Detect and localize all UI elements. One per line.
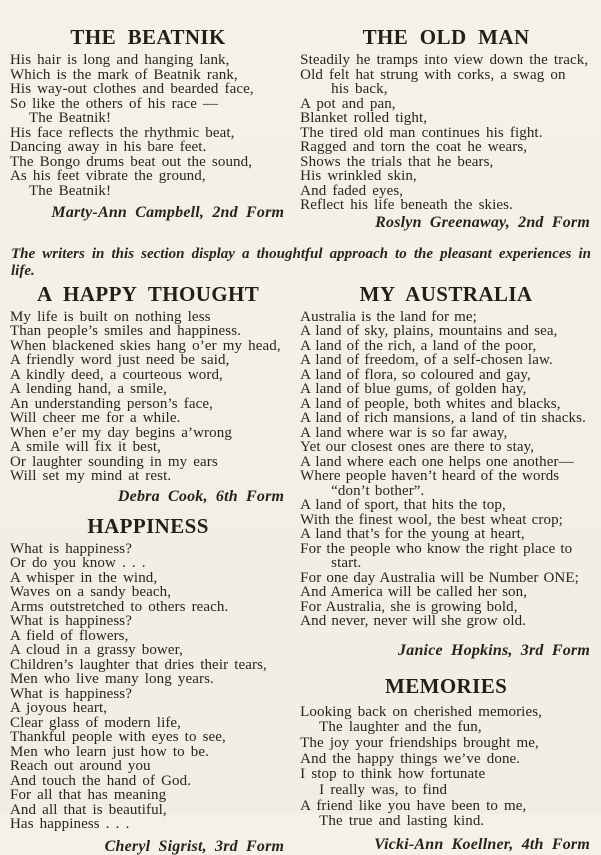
poem-line: Children’s laughter that dries their tears, [10, 656, 267, 673]
poem-line: Than people’s smiles and happiness. [10, 323, 242, 339]
poem-line: A friendly word just need be said, [10, 352, 230, 368]
poem-body [300, 310, 592, 629]
poem-line: Thankful people with eyes to see, [10, 729, 226, 745]
poem-line: A land of freedom, of a self-chosen law. [300, 352, 553, 368]
right-column [295, 282, 592, 855]
poem-attribution: Janice Hopkins, 3rd Form [398, 641, 590, 659]
poem-line: Clear glass of modern life, [10, 714, 182, 731]
poem-line: And America will be called her son, [300, 584, 528, 600]
poem-body [300, 705, 592, 831]
poem-line: And faded eyes, [300, 182, 404, 199]
poem-line: A land where war is so far away, [300, 424, 508, 441]
poem-my-australia [300, 283, 592, 659]
poem-title: THE BEATNIK [70, 25, 226, 49]
poem-line: The tired old man continues his fight. [300, 124, 543, 141]
poem-line: A pot and pan, [300, 95, 396, 112]
poem-line: An understanding person’s face, [10, 395, 213, 412]
poem-title: HAPPINESS [87, 513, 209, 538]
poem-line: A land of people, both whites and blacks, [300, 395, 561, 412]
poem-line: The Beatnik! [29, 110, 112, 126]
poem-line: Old felt hat strung with corks, a swag on [300, 66, 566, 83]
poem-line: Australia is the land for me; [300, 308, 477, 325]
poem-line: A land of sport, that hits the top, [300, 497, 506, 513]
poem-body [10, 542, 286, 832]
poem-line: his back, [331, 81, 388, 97]
poem-line: start. [331, 555, 362, 571]
poem-line: What is happiness? [10, 540, 133, 557]
poem-line: His way-out clothes and bearded face, [10, 81, 254, 97]
poem-line: A land of the rich, a land of the poor, [300, 337, 537, 354]
poem-line: As his feet vibrate the ground, [10, 168, 206, 184]
poem-line: Arms outstretched to others reach. [10, 598, 229, 615]
poem-line: And touch the hand of God. [10, 772, 192, 789]
bottom-poems-row [10, 282, 592, 855]
poem-attribution: Debra Cook, 6th Form [117, 487, 285, 505]
poem-line: Ragged and torn the coat he wears, [300, 139, 528, 155]
poem-line: A friend like you have been to me, [300, 797, 527, 814]
poem-line: Looking back on cherished memories, [300, 703, 542, 720]
poem-a-happy-thought [10, 283, 286, 505]
poem-line: Men who learn just how to be. [10, 743, 209, 760]
poem-line: A cloud in a grassy bower, [10, 642, 183, 658]
poem-title: A HAPPY THOUGHT [36, 281, 260, 306]
poem-line: A smile will fix it best, [10, 439, 161, 455]
poem-line: A whisper in the wind, [10, 569, 158, 586]
poem-the-beatnik [10, 10, 295, 231]
poem-line: His face reflects the rhythmic beat, [10, 124, 235, 141]
poem-line: And never, never will she grow old. [300, 613, 527, 629]
poem-line: For the people who know the right place to [300, 540, 573, 557]
poem-line: Blanket rolled tight, [300, 110, 428, 126]
poem-body [10, 310, 286, 484]
poem-line: For Australia, she is growing bold, [300, 598, 518, 615]
poem-line: A land of flora, so coloured and gay, [300, 366, 531, 383]
left-column [10, 282, 295, 855]
poem-line: For one day Australia will be Number ONE; [300, 569, 579, 586]
poem-line: When blackened skies hang o’er my head, [10, 337, 281, 354]
poem-line: And all that is beautiful, [10, 801, 167, 818]
poem-line: Steadily he tramps into view down the track, [300, 52, 589, 68]
poem-line: Waves on a sandy beach, [10, 584, 172, 600]
poem-line: A land that’s for the young at heart, [300, 526, 525, 542]
poem-body [10, 53, 286, 198]
poem-line: What is happiness? [10, 613, 133, 629]
poem-line: A land of blue gums, of golden hay, [300, 381, 527, 397]
poem-line: A land of sky, plains, mountains and sea, [300, 323, 558, 339]
poem-line: A land where each one helps one another— [300, 453, 574, 470]
poem-line: Men who live many long years. [10, 671, 214, 687]
poem-line: A land of rich mansions, a land of tin shacks. [300, 410, 586, 426]
poem-attribution: Marty-Ann Campbell, 2nd Form [51, 204, 285, 221]
poem-line: I really was, to find [319, 782, 448, 799]
poem-body [300, 53, 592, 213]
poem-line: Or laughter sounding in my ears [10, 453, 218, 470]
poem-line: Which is the mark of Beatnik rank, [10, 66, 238, 83]
top-poems-row [10, 10, 592, 231]
poem-line: My life is built on nothing less [10, 308, 211, 325]
poem-line: Will set my mind at rest. [10, 468, 172, 484]
poem-title: MY AUSTRALIA [359, 281, 533, 306]
poem-line: The joy your friendships brought me, [300, 734, 539, 751]
poem-attribution: Vicki-Ann Koellner, 4th Form [374, 836, 590, 854]
poem-line: Where people haven’t heard of the words [300, 468, 560, 484]
poem-line: A kindly deed, a courteous word, [10, 366, 223, 383]
poem-line: And the happy things we’ve done. [300, 750, 521, 767]
poem-line: A field of flowers, [10, 627, 129, 644]
poem-line: With the finest wool, the best wheat crop; [300, 511, 563, 528]
poem-line: Will cheer me for a while. [10, 410, 181, 426]
poem-line: Reflect his life beneath the skies. [300, 197, 513, 213]
poem-memories [300, 675, 592, 854]
poem-line: Yet our closest ones are there to stay, [300, 439, 535, 455]
poem-line: A joyous heart, [10, 700, 108, 716]
poem-line: So like the others of his race — [10, 95, 219, 112]
poem-line: The laughter and the fun, [319, 719, 482, 736]
poem-line: Has happiness . . . [10, 816, 130, 832]
poem-line: A lending hand, a smile, [10, 381, 168, 397]
poem-attribution: Cheryl Sigrist, 3rd Form [104, 837, 285, 855]
poem-line: Reach out around you [10, 758, 151, 774]
poem-line: Shows the trials that he bears, [300, 153, 494, 170]
poem-line: When e’er my day begins a’wrong [10, 424, 232, 441]
poem-line: For all that has meaning [10, 787, 167, 803]
poem-line: I stop to think how fortunate [300, 766, 486, 783]
poem-line: Or do you know . . . [10, 555, 146, 571]
poem-line: Dancing away in his bare feet. [10, 139, 207, 155]
poem-line: What is happiness? [10, 685, 133, 702]
poem-happiness [10, 515, 286, 855]
poem-title: MEMORIES [384, 673, 508, 698]
poem-line: The Beatnik! [29, 182, 112, 199]
poem-the-old-man [295, 10, 592, 231]
section-intro-text: The writers in this section display a thoughtful approach to the pleasant experiences in life. [11, 245, 591, 279]
poem-line: “don’t bother”. [331, 482, 425, 499]
poem-title: THE OLD MAN [362, 25, 530, 49]
poem-line: The Bongo drums beat out the sound, [10, 153, 253, 170]
poem-line: His wrinkled skin, [300, 168, 417, 184]
poem-line: His hair is long and hanging lank, [10, 52, 230, 68]
poem-line: The true and lasting kind. [319, 813, 485, 830]
poem-attribution: Roslyn Greenaway, 2nd Form [375, 213, 590, 231]
